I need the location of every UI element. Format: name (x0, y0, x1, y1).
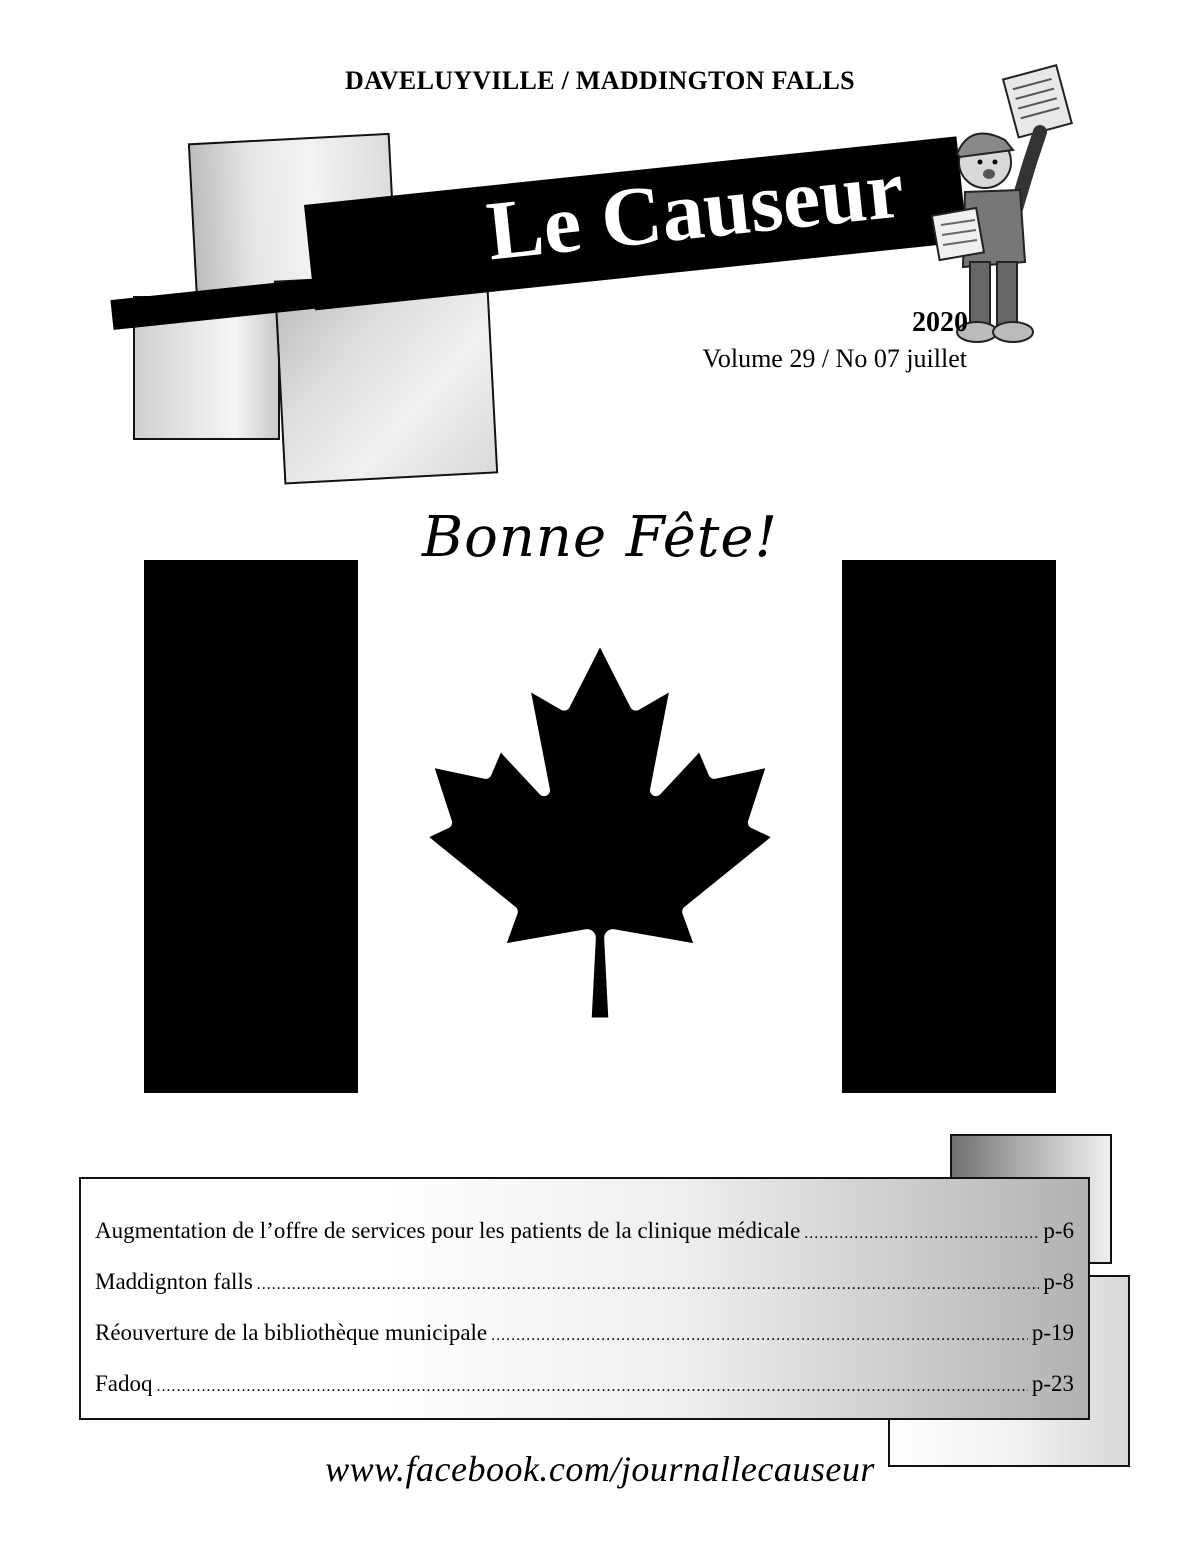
toc-item[interactable] (95, 1307, 1074, 1358)
issue-volume: Volume 29 / No 07 juillet (702, 344, 967, 373)
toc-item-page: p-6 (1043, 1218, 1074, 1243)
greeting-text: Bonne Fête! (421, 505, 779, 570)
toc-item[interactable] (95, 1358, 1074, 1409)
location-heading: DAVELUYVILLE / MADDINGTON FALLS (345, 66, 855, 95)
flag-left-band (144, 560, 358, 1093)
toc-item-label: Fadoq (95, 1371, 153, 1396)
toc-leader-dots (157, 1361, 1028, 1412)
toc-leader-dots (257, 1259, 1040, 1310)
issue-year: 2020 (912, 307, 968, 338)
toc-item-label: Maddignton falls (95, 1269, 253, 1294)
toc-item[interactable] (95, 1205, 1074, 1256)
toc-item-page: p-23 (1031, 1371, 1074, 1396)
table-of-contents (79, 1177, 1090, 1420)
toc-leader-dots (491, 1310, 1028, 1361)
toc-item-page: p-19 (1031, 1320, 1074, 1345)
flag-right-band (842, 560, 1056, 1093)
facebook-url-link[interactable]: www.facebook.com/journallecauseur (325, 1449, 875, 1489)
toc-item-label: Augmentation de l’offre de services pour les patients de la clinique médicale (95, 1218, 801, 1243)
toc-item-page: p-8 (1043, 1269, 1074, 1294)
publication-title: Le Causeur (482, 142, 908, 279)
maple-leaf-icon (415, 625, 785, 1040)
toc-item-label: Réouverture de la bibliothèque municipale (95, 1320, 488, 1345)
toc-item[interactable] (95, 1256, 1074, 1307)
toc-leader-dots (804, 1208, 1039, 1259)
